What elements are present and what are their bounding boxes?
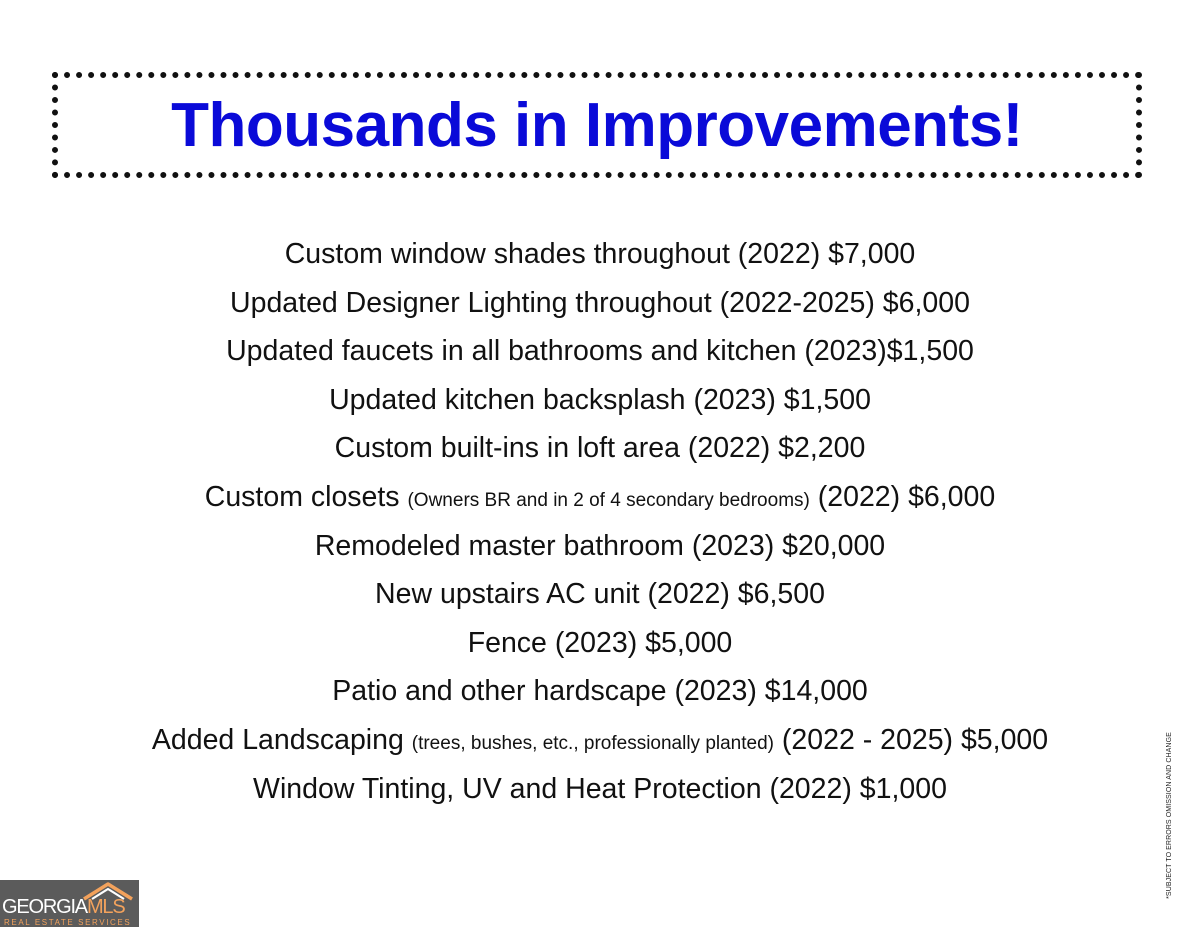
logo-wordmark bbox=[2, 897, 124, 917]
item-text: Updated faucets in all bathrooms and kitchen (2023)$1,500 bbox=[226, 335, 974, 368]
logo-name-primary: GEORGIA bbox=[2, 896, 87, 918]
item-note: (trees, bushes, etc., professionally planted) bbox=[411, 732, 774, 754]
list-item bbox=[0, 473, 1200, 522]
improvements-list bbox=[0, 230, 1200, 813]
item-note: (Owners BR and in 2 of 4 secondary bedrooms) bbox=[407, 489, 810, 511]
item-text: Custom built-ins in loft area (2022) $2,200 bbox=[334, 432, 866, 465]
item-text: Updated Designer Lighting throughout (2022-2025) $6,000 bbox=[230, 286, 970, 319]
list-item bbox=[0, 570, 1200, 619]
disclaimer bbox=[1163, 725, 1175, 905]
item-text: Remodeled master bathroom (2023) $20,000 bbox=[314, 529, 886, 562]
list-item bbox=[0, 522, 1200, 571]
item-text: Patio and other hardscape (2023) $14,000 bbox=[332, 675, 868, 708]
list-item bbox=[0, 424, 1200, 473]
item-text: Custom closets bbox=[204, 480, 408, 513]
list-item bbox=[0, 765, 1200, 814]
logo-name-accent: MLS bbox=[86, 896, 125, 918]
list-item bbox=[0, 667, 1200, 716]
item-text: Updated kitchen backsplash (2023) $1,500 bbox=[329, 383, 871, 416]
item-text: Added Landscaping bbox=[151, 723, 412, 756]
disclaimer-text: *SUBJECT TO ERRORS OMISSION AND CHANGE bbox=[1165, 731, 1173, 899]
item-text: Fence (2023) $5,000 bbox=[467, 626, 733, 659]
item-text: New upstairs AC unit (2022) $6,500 bbox=[375, 578, 825, 611]
list-item bbox=[0, 376, 1200, 425]
item-tail: (2022) $6,000 bbox=[809, 480, 996, 513]
list-item bbox=[0, 327, 1200, 376]
logo-tagline: REAL ESTATE SERVICES bbox=[4, 918, 132, 927]
list-item bbox=[0, 716, 1200, 765]
list-item bbox=[0, 230, 1200, 279]
list-item bbox=[0, 279, 1200, 328]
list-item bbox=[0, 619, 1200, 668]
georgia-mls-logo bbox=[0, 880, 139, 927]
title-frame bbox=[52, 72, 1142, 178]
page-title: Thousands in Improvements! bbox=[171, 90, 1023, 160]
item-text: Window Tinting, UV and Heat Protection (2022) $1,000 bbox=[253, 772, 947, 805]
item-text: Custom window shades throughout (2022) $7,000 bbox=[284, 238, 916, 270]
item-tail: (2022 - 2025) $5,000 bbox=[774, 723, 1049, 756]
